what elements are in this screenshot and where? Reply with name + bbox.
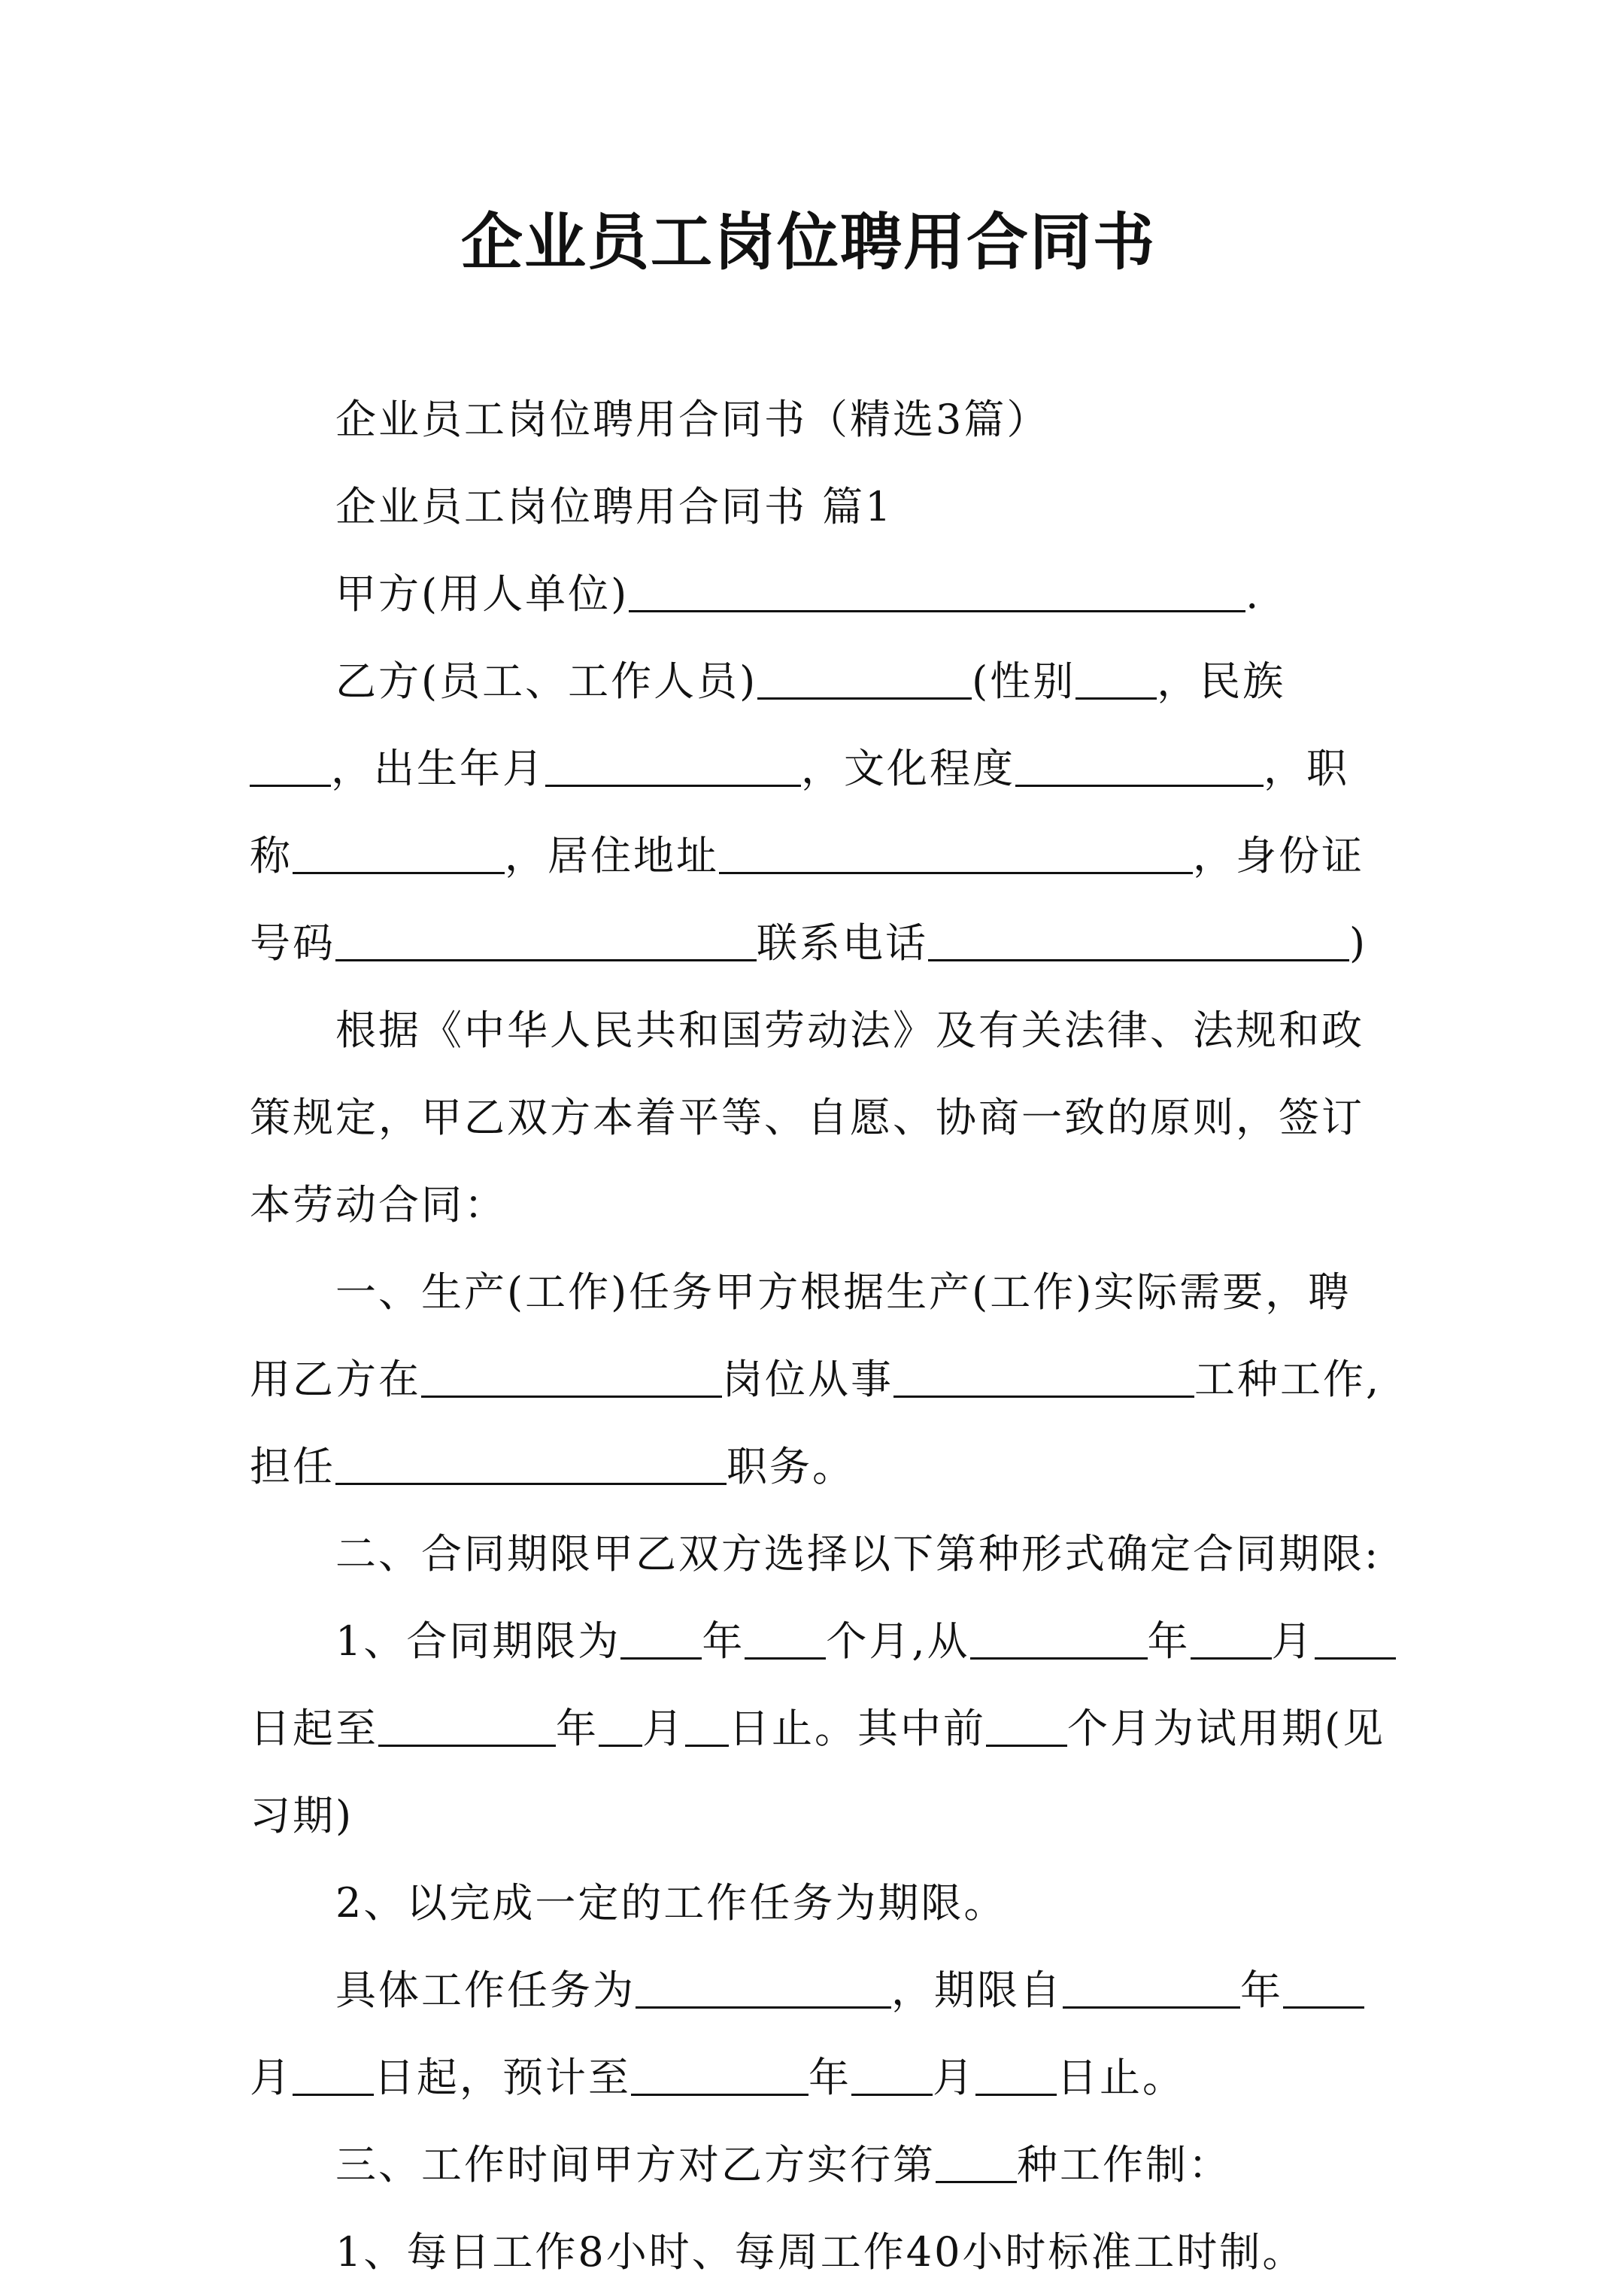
- party-b-line-1: [250, 638, 1393, 725]
- year-label: 年: [702, 1617, 745, 1665]
- address-label: ，居住地址: [505, 832, 719, 879]
- party-b-line-4: [250, 900, 1393, 987]
- clause3-heading-a: 三、工作时间甲方对乙方实行第: [335, 2141, 936, 2188]
- task-to-month-blank[interactable]: [851, 2055, 933, 2096]
- term-months-blank[interactable]: [745, 1618, 826, 1660]
- preamble-line-3: 本劳动合同：: [250, 1181, 507, 1228]
- role-suffix: 职务。: [727, 1443, 855, 1490]
- role-label: 担任: [250, 1443, 335, 1490]
- birth-label: ，出生年月: [331, 745, 545, 792]
- clause2-opt1-line-1: [250, 1598, 1393, 1685]
- clause3-heading: [250, 2121, 1393, 2209]
- task-blank[interactable]: [636, 1967, 891, 2009]
- gender-blank[interactable]: [1075, 658, 1157, 700]
- clause2-task-line-1: [250, 1947, 1393, 2034]
- party-b-name-blank[interactable]: [757, 658, 972, 700]
- year-label: 年: [556, 1705, 599, 1752]
- clause2-heading: 二、合同期限甲乙双方选择以下第种形式确定合同期限:: [335, 1530, 1381, 1578]
- year-label: 年: [808, 2054, 851, 2101]
- month-label: 月: [250, 2054, 293, 2101]
- party-b-line-3: [250, 812, 1393, 900]
- party-a-end: .: [1245, 570, 1261, 618]
- to-year-blank[interactable]: [378, 1705, 556, 1747]
- clause1-line-2: [250, 1336, 1393, 1423]
- to-month-blank[interactable]: [599, 1705, 642, 1747]
- day-end-label: 日止。: [1057, 2054, 1185, 2101]
- hire-label: 用乙方在: [250, 1356, 421, 1403]
- education-blank[interactable]: [1015, 746, 1264, 787]
- phone-label: 联系电话: [757, 919, 928, 967]
- clause3-heading-b: 种工作制：: [1017, 2141, 1231, 2188]
- section-heading: 企业员工岗位聘用合同书 篇1: [335, 483, 893, 530]
- party-b-close: ): [1349, 919, 1368, 967]
- role-blank[interactable]: [335, 1444, 727, 1485]
- title-label-prefix: ，职: [1264, 745, 1349, 792]
- title-label-suffix: 称: [250, 832, 293, 879]
- month-label: 月: [642, 1705, 685, 1752]
- task-from-day-blank[interactable]: [293, 2055, 374, 2096]
- months-label: 个月,从: [826, 1617, 970, 1665]
- education-label: ，文化程度: [801, 745, 1015, 792]
- month-label: 月: [1271, 1617, 1315, 1665]
- task-from-label: ，期限自: [891, 1966, 1063, 2014]
- post-label: 岗位从事: [722, 1356, 893, 1403]
- to-day-blank[interactable]: [685, 1705, 729, 1747]
- day-from-label: 日起至: [250, 1705, 378, 1752]
- clause1-line-1: 一、生产(工作)任务甲方根据生产(工作)实际需要，聘: [335, 1268, 1352, 1316]
- title-blank[interactable]: [293, 833, 505, 874]
- work-type-blank[interactable]: [893, 1356, 1194, 1398]
- term-years-blank[interactable]: [620, 1618, 702, 1660]
- document-body: [250, 376, 1393, 2296]
- preamble-line-1: 根据《中华人民共和国劳动法》及有关法律、法规和政: [335, 1007, 1364, 1054]
- task-to-day-blank[interactable]: [975, 2055, 1057, 2096]
- task-to-year-blank[interactable]: [631, 2055, 808, 2096]
- year-label: 年: [1147, 1617, 1191, 1665]
- work-type-label: 工种工作,: [1194, 1356, 1382, 1403]
- clause2-opt1-line-2: [250, 1685, 1393, 1772]
- party-a-line: [250, 551, 1393, 638]
- phone-blank[interactable]: [928, 920, 1349, 961]
- year-label: 年: [1240, 1966, 1283, 2014]
- clause2-opt2: 2、以完成一定的工作任务为期限。: [335, 1879, 1007, 1927]
- probation-label: 个月为试用期(见: [1067, 1705, 1386, 1752]
- preamble-line-2: 策规定，甲乙双方本着平等、自愿、协商一致的原则，签订: [250, 1094, 1364, 1141]
- month-label: 月: [933, 2054, 975, 2101]
- birth-blank[interactable]: [545, 746, 801, 787]
- task-from-month-blank[interactable]: [1283, 1967, 1364, 2009]
- from-month-blank[interactable]: [1191, 1618, 1272, 1660]
- party-a-blank[interactable]: [629, 571, 1245, 612]
- party-b-label: 乙方(员工、工作人员): [335, 658, 758, 705]
- id-blank[interactable]: [335, 920, 757, 961]
- end-day-label: 日止。其中前: [729, 1705, 986, 1752]
- party-a-label: 甲方(用人单位): [335, 570, 630, 618]
- gender-label: (性别: [972, 658, 1076, 705]
- task-from-year-blank[interactable]: [1063, 1967, 1240, 2009]
- from-day-blank[interactable]: [1315, 1618, 1396, 1660]
- hire-post-blank[interactable]: [421, 1356, 722, 1398]
- work-system-blank[interactable]: [936, 2142, 1017, 2183]
- probation-blank[interactable]: [986, 1705, 1067, 1747]
- ethnicity-label: ，民族: [1157, 658, 1286, 705]
- id-label-suffix: 号码: [250, 919, 335, 967]
- term-label: 1、合同期限为: [335, 1617, 621, 1665]
- clause3-opt1: 1、每日工作8小时、每周工作40小时标准工时制。: [335, 2228, 1306, 2276]
- ethnicity-blank[interactable]: [250, 746, 331, 787]
- from-year-blank[interactable]: [970, 1618, 1148, 1660]
- document-title: 企业员工岗位聘用合同书: [460, 206, 1156, 278]
- clause1-line-3: [250, 1423, 1393, 1511]
- id-label-prefix: ，身份证: [1193, 832, 1364, 879]
- party-b-line-2: [250, 725, 1393, 812]
- address-blank[interactable]: [719, 833, 1193, 874]
- day-start-label: 日起，预计至: [374, 2054, 631, 2101]
- subtitle: 企业员工岗位聘用合同书（精选3篇）: [335, 396, 1050, 443]
- task-label: 具体工作任务为: [335, 1966, 636, 2014]
- clause2-opt1-line-3: 习期): [250, 1792, 354, 1839]
- clause2-task-line-2: [250, 2034, 1393, 2121]
